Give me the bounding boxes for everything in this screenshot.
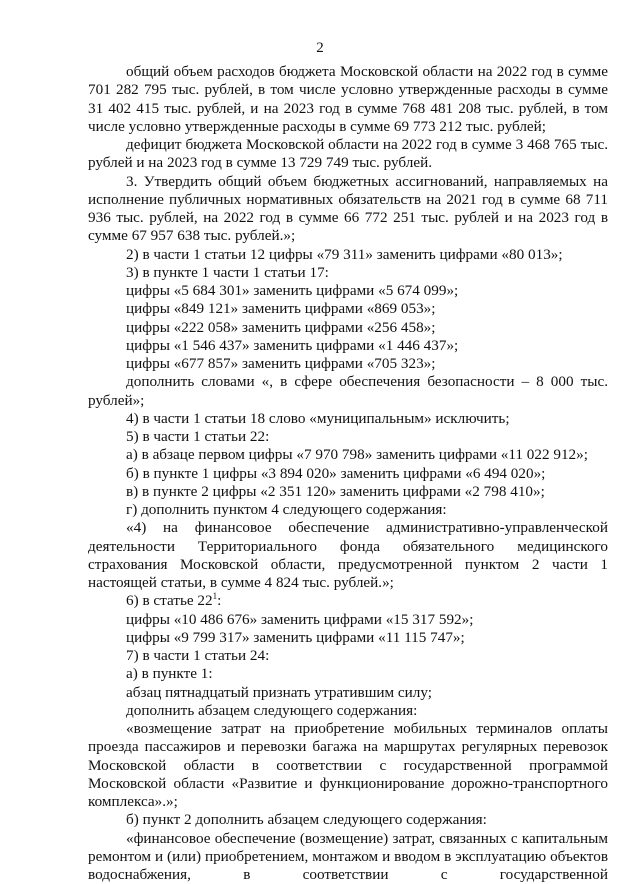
paragraph: 2) в части 1 статьи 12 цифры «79 311» заменить цифрами «80 013»; xyxy=(88,246,608,264)
paragraph: «возмещение затрат на приобретение мобильных терминалов оплаты проезда пассажиров и перевозки багажа на маршрутах регулярных перевозок Московской области в соответствии с государственной программой Московской области «Развитие и функционирование дорожно-транспортного комплекса».»; xyxy=(88,720,608,811)
paragraph: «4) на финансовое обеспечение административно-управленческой деятельности Территориального фонда обязательного медицинского страхования Московской области, предусмотренной пунктом 2 части 1 настоящей статьи, в сумме 4 824 тыс. рублей.»; xyxy=(88,519,608,592)
paragraph: цифры «9 799 317» заменить цифрами «11 115 747»; xyxy=(88,629,608,647)
paragraph: дефицит бюджета Московской области на 2022 год в сумме 3 468 765 тыс. рублей и на 2023 год в сумме 13 729 749 тыс. рублей. xyxy=(88,136,608,173)
paragraph: 3) в пункте 1 части 1 статьи 17: xyxy=(88,264,608,282)
paragraph: 5) в части 1 статьи 22: xyxy=(88,428,608,446)
paragraph-text: 6) в статье 22 xyxy=(126,592,213,609)
paragraph: б) в пункте 1 цифры «3 894 020» заменить цифрами «6 494 020»; xyxy=(88,465,608,483)
paragraph: цифры «849 121» заменить цифрами «869 053»; xyxy=(88,300,608,318)
paragraph: абзац пятнадцатый признать утратившим силу; xyxy=(88,684,608,702)
paragraph: а) в абзаце первом цифры «7 970 798» заменить цифрами «11 022 912»; xyxy=(88,446,608,464)
paragraph: 3. Утвердить общий объем бюджетных ассигнований, направляемых на исполнение публичных нормативных обязательств на 2021 год в сумме 68 711 936 тыс. рублей, на 2022 год в сумме 66 772 251 тыс. рублей и на 2023 год в сумме 67 957 638 тыс. рублей.»; xyxy=(88,173,608,246)
paragraph xyxy=(88,592,608,610)
paragraph: цифры «1 546 437» заменить цифрами «1 446 437»; xyxy=(88,337,608,355)
paragraph: «финансовое обеспечение (возмещение) затрат, связанных с капитальным ремонтом и (или) приобретением, монтажом и вводом в эксплуатацию объектов водоснабжения, в соответствии с государственной xyxy=(88,830,608,884)
paragraph-text: : xyxy=(217,592,221,609)
paragraph: б) пункт 2 дополнить абзацем следующего содержания: xyxy=(88,811,608,829)
paragraph: цифры «5 684 301» заменить цифрами «5 674 099»; xyxy=(88,282,608,300)
paragraph: в) в пункте 2 цифры «2 351 120» заменить цифрами «2 798 410»; xyxy=(88,483,608,501)
paragraph: 4) в части 1 статьи 18 слово «муниципальным» исключить; xyxy=(88,410,608,428)
paragraph: дополнить словами «, в сфере обеспечения безопасности – 8 000 тыс. рублей»; xyxy=(88,373,608,410)
paragraph: дополнить абзацем следующего содержания: xyxy=(88,702,608,720)
paragraph: общий объем расходов бюджета Московской области на 2022 год в сумме 701 282 795 тыс. рублей, в том числе условно утвержденные расходы в сумме 31 402 415 тыс. рублей, и на 2023 год в сумме 768 481 208 тыс. рублей, в том числе условно утвержденные расходы в сумме 69 773 212 тыс. рублей; xyxy=(88,63,608,136)
paragraph: а) в пункте 1: xyxy=(88,665,608,683)
page-number: 2 xyxy=(0,40,640,57)
document-body xyxy=(88,63,608,884)
paragraph: г) дополнить пунктом 4 следующего содержания: xyxy=(88,501,608,519)
paragraph: 7) в части 1 статьи 24: xyxy=(88,647,608,665)
paragraph: цифры «222 058» заменить цифрами «256 458»; xyxy=(88,319,608,337)
paragraph: цифры «10 486 676» заменить цифрами «15 317 592»; xyxy=(88,611,608,629)
article-superscript: 1 xyxy=(213,591,218,601)
paragraph: цифры «677 857» заменить цифрами «705 323»; xyxy=(88,355,608,373)
